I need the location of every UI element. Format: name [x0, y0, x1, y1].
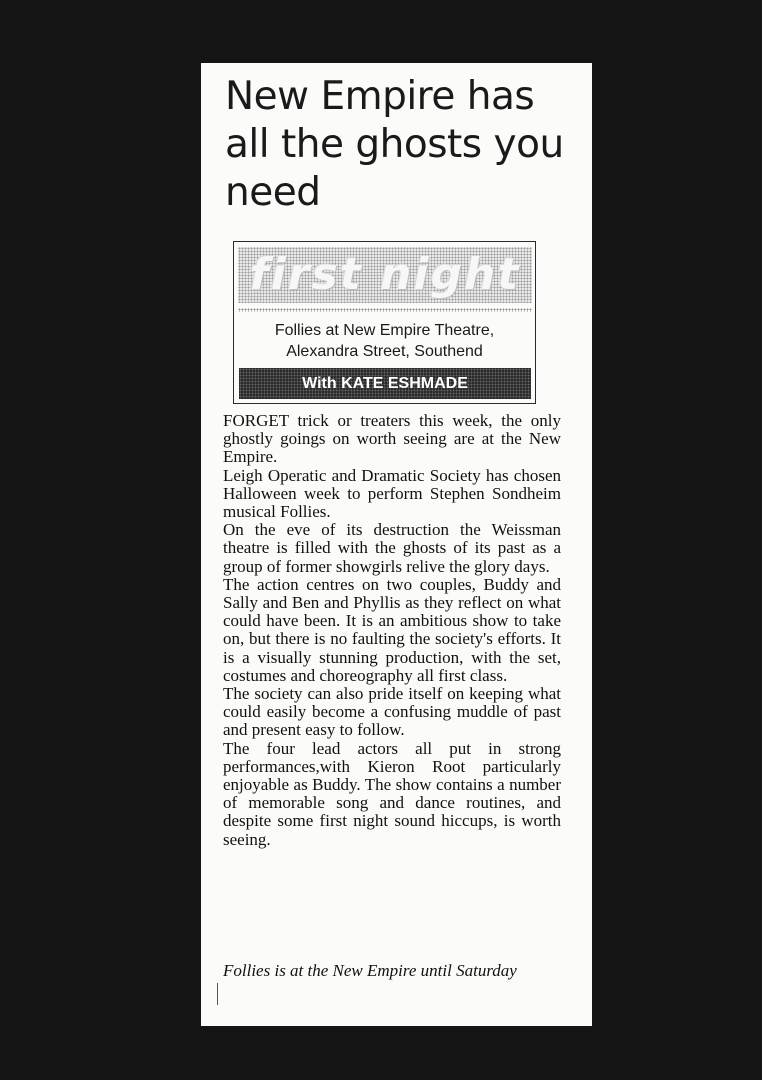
margin-mark — [217, 983, 218, 1005]
article-paragraph: The action centres on two couples, Buddy and Sally and Ben and Phyllis as they reflect on what could have been. It is an ambitious show to take on, but there is no faulting the society's efforts. It is a visually stunning production, with the set, costumes and choreography all first class. — [223, 574, 561, 685]
byline: With KATE ESHMADE — [239, 368, 531, 399]
article-paragraph: On the eve of its destruction the Weissman theatre is filled with the ghosts of its past as a group of former showgirls relive the glory days. — [223, 520, 561, 576]
dotted-divider — [238, 308, 532, 312]
closing-note: Follies is at the New Empire until Saturday — [223, 961, 517, 980]
venue-line-2: Alexandra Street, Southend — [286, 343, 483, 360]
article-paragraph: The four lead actors all put in strong performances,with Kieron Root particularly enjoyable as Buddy. The show contains a number of memorable song and dance routines, and despite some first night sound hiccups, is worth seeing. — [223, 738, 561, 849]
article-body — [223, 412, 561, 849]
article-paragraph: The society can also pride itself on keeping what could easily become a confusing muddle of past and present easy to follow. — [223, 684, 561, 740]
first-night-banner — [238, 247, 532, 303]
article-paragraph: FORGET trick or treaters this week, the only ghostly goings on worth seeing are at the New Empire. — [223, 411, 561, 467]
venue-details — [234, 320, 535, 362]
newspaper-clipping — [201, 63, 592, 1026]
article-paragraph: Leigh Operatic and Dramatic Society has chosen Halloween week to perform Stephen Sondheim musical Follies. — [223, 465, 561, 522]
banner-title: first night — [249, 249, 521, 300]
headline: New Empire has all the ghosts you need — [225, 74, 564, 215]
venue-line-1: Follies at New Empire Theatre, — [274, 322, 495, 339]
review-info-box — [233, 241, 536, 404]
